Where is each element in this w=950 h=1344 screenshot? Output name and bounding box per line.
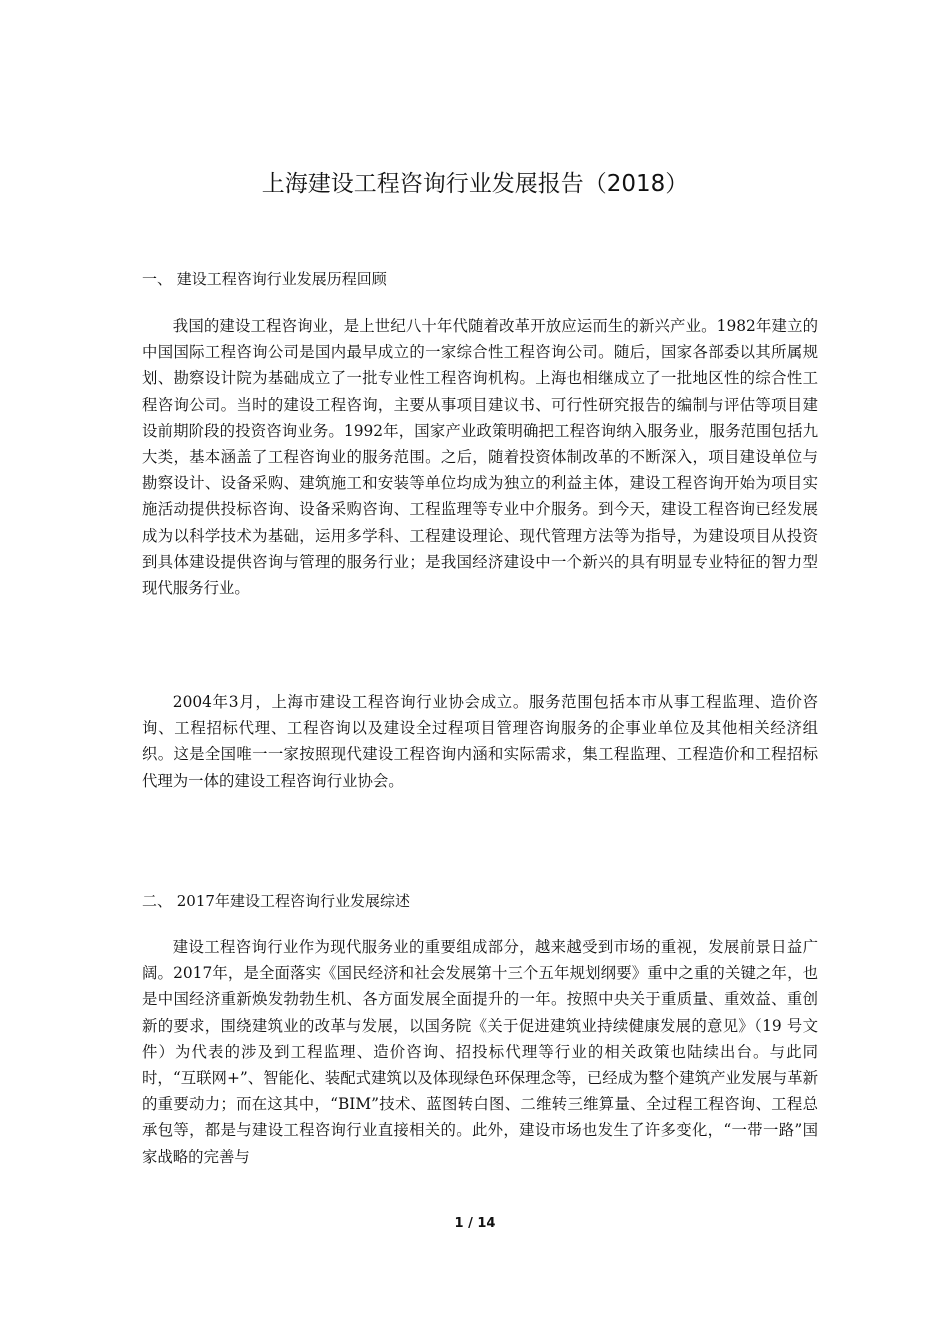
- section-1-paragraph-2: 2004年3月，上海市建设工程咨询行业协会成立。服务范围包括本市从事工程监理、造价咨询、工程招标代理、工程咨询以及建设全过程项目管理咨询服务的企事业单位及其他相关经济组织。这是全国唯一一家按照现代建设工程咨询内涵和实际需求，集工程监理、工程造价和工程招标代理为一体的建设工程咨询行业协会。: [142, 693, 818, 790]
- section-heading-1: 一、 建设工程咨询行业发展历程回顾: [142, 270, 387, 288]
- section-2-paragraph-1: 建设工程咨询行业作为现代服务业的重要组成部分，越来越受到市场的重视，发展前景日益广阔。2017年，是全面落实《国民经济和社会发展第十三个五年规划纲要》重中之重的关键之年，也是中国经济重新焕发勃勃生机、各方面发展全面提升的一年。按照中央关于重质量、重效益、重创新的要求，围绕建筑业的改革与发展，以国务院《关于促进建筑业持续健康发展的意见》（19 号文件）为代表的涉及到工程监理、造价咨询、招投标代理等行业的相关政策也陆续出台。与此同时，“互联网+”、智能化、装配式建筑以及体现绿色环保理念等，已经成为整个建筑产业发展与革新的重要动力；而在这其中，“BIM”技术、蓝图转白图、二维转三维算量、全过程工程咨询、工程总承包等，都是与建设工程咨询行业直接相关的。此外，建设市场也发生了许多变化，“一带一路”国家战略的完善与: [142, 938, 818, 1166]
- document-title: 上海建设工程咨询行业发展报告（2018）: [261, 171, 689, 197]
- page-number: 1 / 14: [454, 1216, 496, 1231]
- section-1-paragraph-1: 我国的建设工程咨询业，是上世纪八十年代随着改革开放应运而生的新兴产业。1982年建立的中国国际工程咨询公司是国内最早成立的一家综合性工程咨询公司。随后，国家各部委以其所属规划、勘察设计院为基础成立了一批专业性工程咨询机构。上海也相继成立了一批地区性的综合性工程咨询公司。当时的建设工程咨询，主要从事项目建议书、可行性研究报告的编制与评估等项目建设前期阶段的投资咨询业务。1992年，国家产业政策明确把工程咨询纳入服务业，服务范围包括九大类，基本涵盖了工程咨询业的服务范围。之后，随着投资体制改革的不断深入，项目建设单位与勘察设计、设备采购、建筑施工和安装等单位均成为独立的利益主体，建设工程咨询开始为项目实施活动提供投标咨询、设备采购咨询、工程监理等专业中介服务。到今天，建设工程咨询已经发展成为以科学技术为基础，运用多学科、工程建设理论、现代管理方法等为指导，为建设项目从投资到具体建设提供咨询与管理的服务行业；是我国经济建设中一个新兴的具有明显专业特征的智力型现代服务行业。: [142, 317, 818, 598]
- section-heading-2: 二、 2017年建设工程咨询行业发展综述: [142, 892, 410, 910]
